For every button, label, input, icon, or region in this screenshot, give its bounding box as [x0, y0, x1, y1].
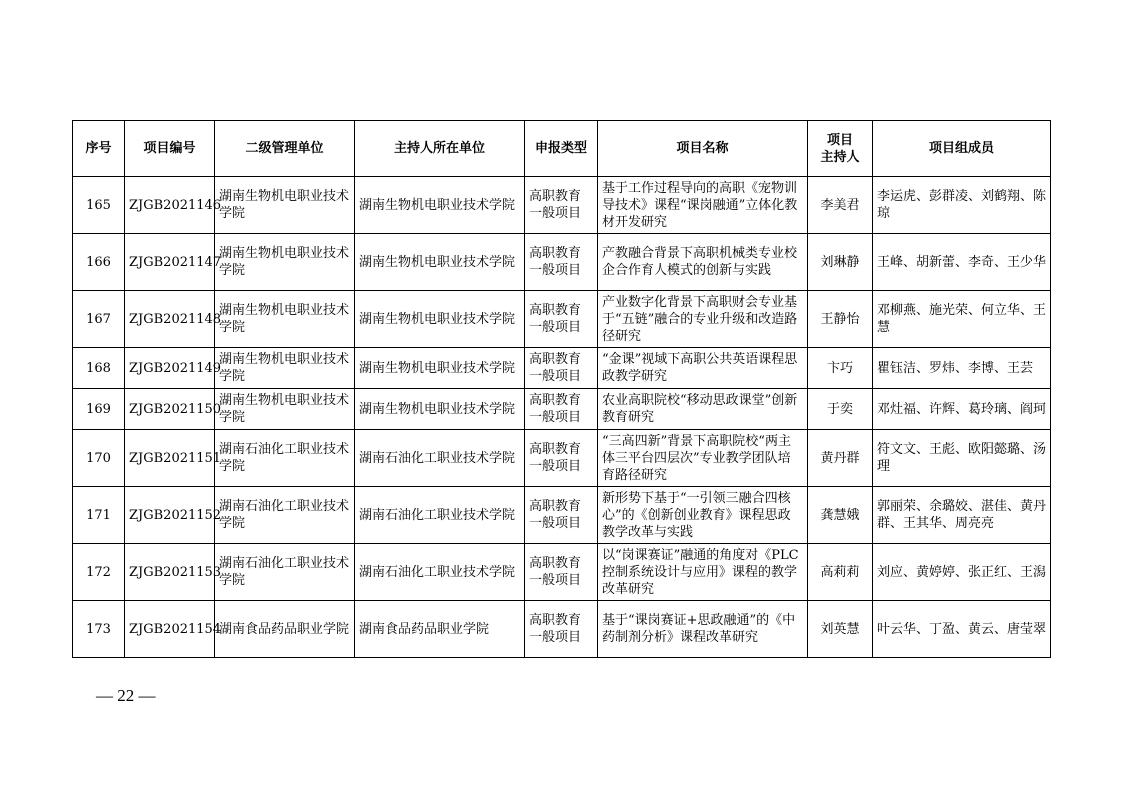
project-table-container	[72, 120, 1050, 658]
cell-no: 168	[73, 348, 125, 389]
cell-unit: 湖南生物机电职业技术学院	[215, 348, 355, 389]
cell-members: 郭丽荣、余璐姣、湛佳、黄丹群、王其华、周亮亮	[873, 487, 1051, 544]
table-row	[73, 601, 1051, 658]
cell-code: ZJGB2021151	[125, 430, 215, 487]
cell-name: 产教融合背景下高职机械类专业校企合作育人模式的创新与实践	[598, 234, 808, 291]
header-unit: 二级管理单位	[215, 121, 355, 177]
cell-type: 高职教育一般项目	[525, 601, 598, 658]
cell-host-unit: 湖南生物机电职业技术学院	[355, 234, 525, 291]
cell-type: 高职教育一般项目	[525, 389, 598, 430]
table-row	[73, 177, 1051, 234]
cell-members: 邓柳燕、施光荣、何立华、王慧	[873, 291, 1051, 348]
cell-type: 高职教育一般项目	[525, 487, 598, 544]
table-row	[73, 234, 1051, 291]
header-name: 项目名称	[598, 121, 808, 177]
cell-name: 农业高职院校“移动思政课堂”创新教育研究	[598, 389, 808, 430]
cell-name: 基于“课岗赛证+思政融通”的《中药制剂分析》课程改革研究	[598, 601, 808, 658]
cell-host: 高莉莉	[808, 544, 873, 601]
cell-type: 高职教育一般项目	[525, 234, 598, 291]
cell-unit: 湖南食品药品职业学院	[215, 601, 355, 658]
cell-host: 李美君	[808, 177, 873, 234]
cell-host-unit: 湖南生物机电职业技术学院	[355, 291, 525, 348]
cell-members: 符文文、王彪、欧阳懿璐、汤理	[873, 430, 1051, 487]
cell-host-unit: 湖南石油化工职业技术学院	[355, 487, 525, 544]
cell-name: “金课”视域下高职公共英语课程思政教学研究	[598, 348, 808, 389]
cell-members: 李运虎、彭群凌、刘鹤翔、陈琼	[873, 177, 1051, 234]
cell-host: 于奕	[808, 389, 873, 430]
cell-unit: 湖南生物机电职业技术学院	[215, 234, 355, 291]
page-number: — 22 —	[96, 686, 156, 705]
cell-code: ZJGB2021153	[125, 544, 215, 601]
cell-unit: 湖南石油化工职业技术学院	[215, 544, 355, 601]
cell-host-unit: 湖南石油化工职业技术学院	[355, 544, 525, 601]
cell-code: ZJGB2021149	[125, 348, 215, 389]
cell-no: 171	[73, 487, 125, 544]
cell-host: 卞巧	[808, 348, 873, 389]
cell-members: 叶云华、丁盈、黄云、唐莹翠	[873, 601, 1051, 658]
header-host-line2: 主持人	[820, 149, 860, 165]
table-row	[73, 430, 1051, 487]
cell-type: 高职教育一般项目	[525, 348, 598, 389]
cell-code: ZJGB2021146	[125, 177, 215, 234]
table-header-row	[73, 121, 1051, 177]
cell-unit: 湖南石油化工职业技术学院	[215, 430, 355, 487]
table-row	[73, 389, 1051, 430]
cell-unit: 湖南生物机电职业技术学院	[215, 389, 355, 430]
header-no: 序号	[73, 121, 125, 177]
table-row	[73, 348, 1051, 389]
cell-no: 169	[73, 389, 125, 430]
cell-code: ZJGB2021148	[125, 291, 215, 348]
cell-host: 龚慧娥	[808, 487, 873, 544]
cell-no: 173	[73, 601, 125, 658]
table-row	[73, 544, 1051, 601]
cell-name: “三高四新”背景下高职院校“两主体三平台四层次”专业教学团队培育路径研究	[598, 430, 808, 487]
cell-host: 刘英慧	[808, 601, 873, 658]
header-members: 项目组成员	[873, 121, 1051, 177]
header-host	[808, 121, 873, 177]
header-host-unit: 主持人所在单位	[355, 121, 525, 177]
cell-type: 高职教育一般项目	[525, 544, 598, 601]
cell-no: 167	[73, 291, 125, 348]
cell-name: 新形势下基于“一引领三融合四核心”的《创新创业教育》课程思政教学改革与实践	[598, 487, 808, 544]
cell-no: 172	[73, 544, 125, 601]
cell-host-unit: 湖南生物机电职业技术学院	[355, 389, 525, 430]
cell-code: ZJGB2021154	[125, 601, 215, 658]
cell-unit: 湖南生物机电职业技术学院	[215, 177, 355, 234]
cell-host: 黄丹群	[808, 430, 873, 487]
cell-members: 刘应、黄婷婷、张正红、王潟	[873, 544, 1051, 601]
cell-host-unit: 湖南生物机电职业技术学院	[355, 177, 525, 234]
cell-unit: 湖南石油化工职业技术学院	[215, 487, 355, 544]
cell-code: ZJGB2021147	[125, 234, 215, 291]
cell-host: 王静怡	[808, 291, 873, 348]
cell-no: 170	[73, 430, 125, 487]
cell-host: 刘琳静	[808, 234, 873, 291]
cell-members: 邓灶福、许辉、葛玲璃、阎珂	[873, 389, 1051, 430]
cell-type: 高职教育一般项目	[525, 177, 598, 234]
header-code: 项目编号	[125, 121, 215, 177]
cell-members: 瞿钰洁、罗炜、李博、王芸	[873, 348, 1051, 389]
cell-code: ZJGB2021152	[125, 487, 215, 544]
cell-type: 高职教育一般项目	[525, 291, 598, 348]
header-type: 申报类型	[525, 121, 598, 177]
table-row	[73, 487, 1051, 544]
cell-host-unit: 湖南石油化工职业技术学院	[355, 430, 525, 487]
cell-code: ZJGB2021150	[125, 389, 215, 430]
project-table	[72, 120, 1051, 658]
cell-no: 165	[73, 177, 125, 234]
cell-members: 王峰、胡新蕾、李奇、王少华	[873, 234, 1051, 291]
cell-unit: 湖南生物机电职业技术学院	[215, 291, 355, 348]
header-host-line1: 项目	[826, 132, 853, 148]
cell-no: 166	[73, 234, 125, 291]
cell-name: 产业数字化背景下高职财会专业基于“五链”融合的专业升级和改造路径研究	[598, 291, 808, 348]
cell-type: 高职教育一般项目	[525, 430, 598, 487]
cell-host-unit: 湖南生物机电职业技术学院	[355, 348, 525, 389]
table-row	[73, 291, 1051, 348]
cell-name: 以“岗课赛证”融通的角度对《PLC控制系统设计与应用》课程的教学改革研究	[598, 544, 808, 601]
cell-host-unit: 湖南食品药品职业学院	[355, 601, 525, 658]
cell-name: 基于工作过程导向的高职《宠物训导技术》课程“课岗融通”立体化教材开发研究	[598, 177, 808, 234]
